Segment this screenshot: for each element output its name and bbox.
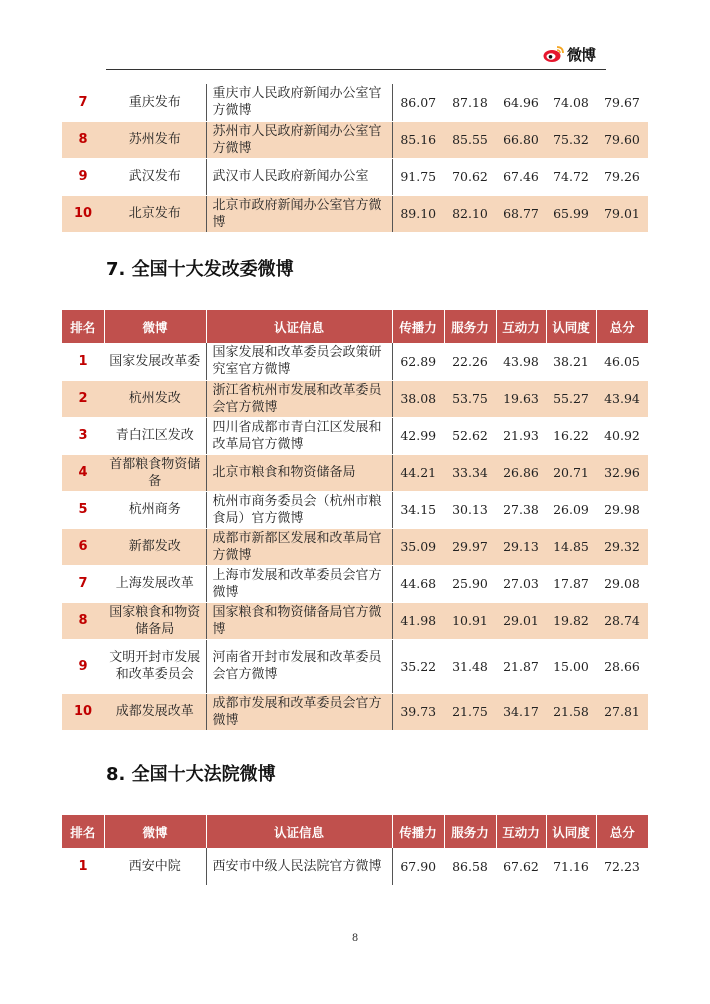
service-score-cell: 29.97 <box>444 528 496 565</box>
section-8-title: 8. 全国十大法院微博 <box>106 764 276 785</box>
cert-info-cell: 成都市新都区发展和改革局官方微博 <box>206 528 392 565</box>
recognize-score-cell: 15.00 <box>546 639 596 693</box>
recognize-score-cell: 75.32 <box>546 121 596 158</box>
weibo-name-cell: 文明开封市发展和改革委员会 <box>104 639 206 693</box>
service-score-cell: 52.62 <box>444 417 496 454</box>
service-score-cell: 70.62 <box>444 158 496 195</box>
recognize-score-cell: 19.82 <box>546 602 596 639</box>
interact-score-cell: 29.13 <box>496 528 546 565</box>
table-row <box>62 195 648 232</box>
service-score-cell: 82.10 <box>444 195 496 232</box>
recognize-score-cell: 74.08 <box>546 84 596 121</box>
total-score-cell: 40.92 <box>596 417 648 454</box>
interact-score-cell: 27.38 <box>496 491 546 528</box>
interact-score-cell: 67.46 <box>496 158 546 195</box>
col-rank: 排名 <box>62 310 104 343</box>
spread-score-cell: 38.08 <box>392 380 444 417</box>
col-interact: 互动力 <box>496 310 546 343</box>
total-score-cell: 29.08 <box>596 565 648 602</box>
weibo-name-cell: 杭州发改 <box>104 380 206 417</box>
table-row <box>62 380 648 417</box>
page-number: 8 <box>351 933 359 944</box>
cert-info-cell: 北京市粮食和物资储备局 <box>206 454 392 491</box>
rank-cell: 9 <box>62 158 104 195</box>
table-row <box>62 528 648 565</box>
cert-info-cell: 北京市政府新闻办公室官方微博 <box>206 195 392 232</box>
cert-info-cell: 重庆市人民政府新闻办公室官方微博 <box>206 84 392 121</box>
service-score-cell: 30.13 <box>444 491 496 528</box>
table-row <box>62 602 648 639</box>
section-7-title: 7. 全国十大发改委微博 <box>106 259 294 280</box>
col-cert: 认证信息 <box>206 815 392 848</box>
cert-info-cell: 上海市发展和改革委员会官方微博 <box>206 565 392 602</box>
spread-score-cell: 89.10 <box>392 195 444 232</box>
spread-score-cell: 62.89 <box>392 343 444 380</box>
col-service: 服务力 <box>444 310 496 343</box>
rank-cell: 9 <box>62 639 104 693</box>
total-score-cell: 27.81 <box>596 693 648 730</box>
table-row <box>62 848 648 885</box>
col-total: 总分 <box>596 815 648 848</box>
weibo-name-cell: 国家粮食和物资储备局 <box>104 602 206 639</box>
recognize-score-cell: 65.99 <box>546 195 596 232</box>
total-score-cell: 79.01 <box>596 195 648 232</box>
weibo-name-cell: 西安中院 <box>104 848 206 885</box>
table-row <box>62 491 648 528</box>
col-rank: 排名 <box>62 815 104 848</box>
table-row <box>62 121 648 158</box>
ranking-table-continued <box>62 84 648 233</box>
rank-cell: 8 <box>62 602 104 639</box>
interact-score-cell: 34.17 <box>496 693 546 730</box>
spread-score-cell: 35.09 <box>392 528 444 565</box>
spread-score-cell: 44.68 <box>392 565 444 602</box>
cert-info-cell: 西安市中级人民法院官方微博 <box>206 848 392 885</box>
cert-info-cell: 四川省成都市青白江区发展和改革局官方微博 <box>206 417 392 454</box>
weibo-name-cell: 苏州发布 <box>104 121 206 158</box>
spread-score-cell: 42.99 <box>392 417 444 454</box>
recognize-score-cell: 17.87 <box>546 565 596 602</box>
interact-score-cell: 68.77 <box>496 195 546 232</box>
service-score-cell: 86.58 <box>444 848 496 885</box>
weibo-name-cell: 新都发改 <box>104 528 206 565</box>
table-row <box>62 84 648 121</box>
interact-score-cell: 67.62 <box>496 848 546 885</box>
recognize-score-cell: 14.85 <box>546 528 596 565</box>
col-weibo: 微博 <box>104 310 206 343</box>
cert-info-cell: 苏州市人民政府新闻办公室官方微博 <box>206 121 392 158</box>
weibo-name-cell: 首都粮食物资储备 <box>104 454 206 491</box>
rank-cell: 5 <box>62 491 104 528</box>
service-score-cell: 87.18 <box>444 84 496 121</box>
total-score-cell: 29.32 <box>596 528 648 565</box>
weibo-name-cell: 杭州商务 <box>104 491 206 528</box>
total-score-cell: 46.05 <box>596 343 648 380</box>
total-score-cell: 29.98 <box>596 491 648 528</box>
table-row <box>62 565 648 602</box>
total-score-cell: 72.23 <box>596 848 648 885</box>
total-score-cell: 28.66 <box>596 639 648 693</box>
weibo-name-cell: 武汉发布 <box>104 158 206 195</box>
recognize-score-cell: 16.22 <box>546 417 596 454</box>
cert-info-cell: 成都市发展和改革委员会官方微博 <box>206 693 392 730</box>
spread-score-cell: 34.15 <box>392 491 444 528</box>
rank-cell: 10 <box>62 693 104 730</box>
weibo-icon <box>543 45 565 63</box>
recognize-score-cell: 71.16 <box>546 848 596 885</box>
col-recognize: 认同度 <box>546 815 596 848</box>
weibo-name-cell: 上海发展改革 <box>104 565 206 602</box>
spread-score-cell: 91.75 <box>392 158 444 195</box>
col-interact: 互动力 <box>496 815 546 848</box>
interact-score-cell: 21.87 <box>496 639 546 693</box>
ranking-table-court <box>62 815 648 886</box>
table-row <box>62 417 648 454</box>
total-score-cell: 28.74 <box>596 602 648 639</box>
service-score-cell: 25.90 <box>444 565 496 602</box>
total-score-cell: 79.26 <box>596 158 648 195</box>
weibo-name-cell: 北京发布 <box>104 195 206 232</box>
table-row <box>62 693 648 730</box>
weibo-name-cell: 青白江区发改 <box>104 417 206 454</box>
interact-score-cell: 64.96 <box>496 84 546 121</box>
cert-info-cell: 浙江省杭州市发展和改革委员会官方微博 <box>206 380 392 417</box>
table-row <box>62 639 648 693</box>
cert-info-cell: 河南省开封市发展和改革委员会官方微博 <box>206 639 392 693</box>
total-score-cell: 79.67 <box>596 84 648 121</box>
table-header-row <box>62 310 648 343</box>
cert-info-cell: 国家发展和改革委员会政策研究室官方微博 <box>206 343 392 380</box>
interact-score-cell: 26.86 <box>496 454 546 491</box>
rank-cell: 2 <box>62 380 104 417</box>
header-rule <box>106 69 606 70</box>
service-score-cell: 22.26 <box>444 343 496 380</box>
spread-score-cell: 41.98 <box>392 602 444 639</box>
rank-cell: 1 <box>62 343 104 380</box>
weibo-name-cell: 重庆发布 <box>104 84 206 121</box>
cert-info-cell: 杭州市商务委员会（杭州市粮食局）官方微博 <box>206 491 392 528</box>
recognize-score-cell: 74.72 <box>546 158 596 195</box>
col-weibo: 微博 <box>104 815 206 848</box>
service-score-cell: 21.75 <box>444 693 496 730</box>
rank-cell: 10 <box>62 195 104 232</box>
table-row <box>62 343 648 380</box>
spread-score-cell: 44.21 <box>392 454 444 491</box>
interact-score-cell: 21.93 <box>496 417 546 454</box>
rank-cell: 6 <box>62 528 104 565</box>
recognize-score-cell: 55.27 <box>546 380 596 417</box>
rank-cell: 3 <box>62 417 104 454</box>
spread-score-cell: 39.73 <box>392 693 444 730</box>
col-spread: 传播力 <box>392 310 444 343</box>
spread-score-cell: 35.22 <box>392 639 444 693</box>
interact-score-cell: 29.01 <box>496 602 546 639</box>
cert-info-cell: 国家粮食和物资储备局官方微博 <box>206 602 392 639</box>
service-score-cell: 10.91 <box>444 602 496 639</box>
weibo-name-cell: 国家发展改革委 <box>104 343 206 380</box>
service-score-cell: 33.34 <box>444 454 496 491</box>
total-score-cell: 79.60 <box>596 121 648 158</box>
weibo-name-cell: 成都发展改革 <box>104 693 206 730</box>
interact-score-cell: 19.63 <box>496 380 546 417</box>
service-score-cell: 31.48 <box>444 639 496 693</box>
col-cert: 认证信息 <box>206 310 392 343</box>
interact-score-cell: 66.80 <box>496 121 546 158</box>
spread-score-cell: 86.07 <box>392 84 444 121</box>
recognize-score-cell: 38.21 <box>546 343 596 380</box>
rank-cell: 8 <box>62 121 104 158</box>
rank-cell: 7 <box>62 565 104 602</box>
rank-cell: 4 <box>62 454 104 491</box>
col-service: 服务力 <box>444 815 496 848</box>
col-spread: 传播力 <box>392 815 444 848</box>
recognize-score-cell: 21.58 <box>546 693 596 730</box>
recognize-score-cell: 26.09 <box>546 491 596 528</box>
spread-score-cell: 67.90 <box>392 848 444 885</box>
ranking-table-ndrc <box>62 310 648 731</box>
total-score-cell: 43.94 <box>596 380 648 417</box>
table-row <box>62 454 648 491</box>
cert-info-cell: 武汉市人民政府新闻办公室 <box>206 158 392 195</box>
service-score-cell: 85.55 <box>444 121 496 158</box>
table-row <box>62 158 648 195</box>
interact-score-cell: 43.98 <box>496 343 546 380</box>
interact-score-cell: 27.03 <box>496 565 546 602</box>
recognize-score-cell: 20.71 <box>546 454 596 491</box>
service-score-cell: 53.75 <box>444 380 496 417</box>
rank-cell: 1 <box>62 848 104 885</box>
total-score-cell: 32.96 <box>596 454 648 491</box>
col-recognize: 认同度 <box>546 310 596 343</box>
spread-score-cell: 85.16 <box>392 121 444 158</box>
table-header-row <box>62 815 648 848</box>
col-total: 总分 <box>596 310 648 343</box>
weibo-logo <box>543 44 605 64</box>
weibo-logo-text: 微博 <box>567 45 596 64</box>
rank-cell: 7 <box>62 84 104 121</box>
